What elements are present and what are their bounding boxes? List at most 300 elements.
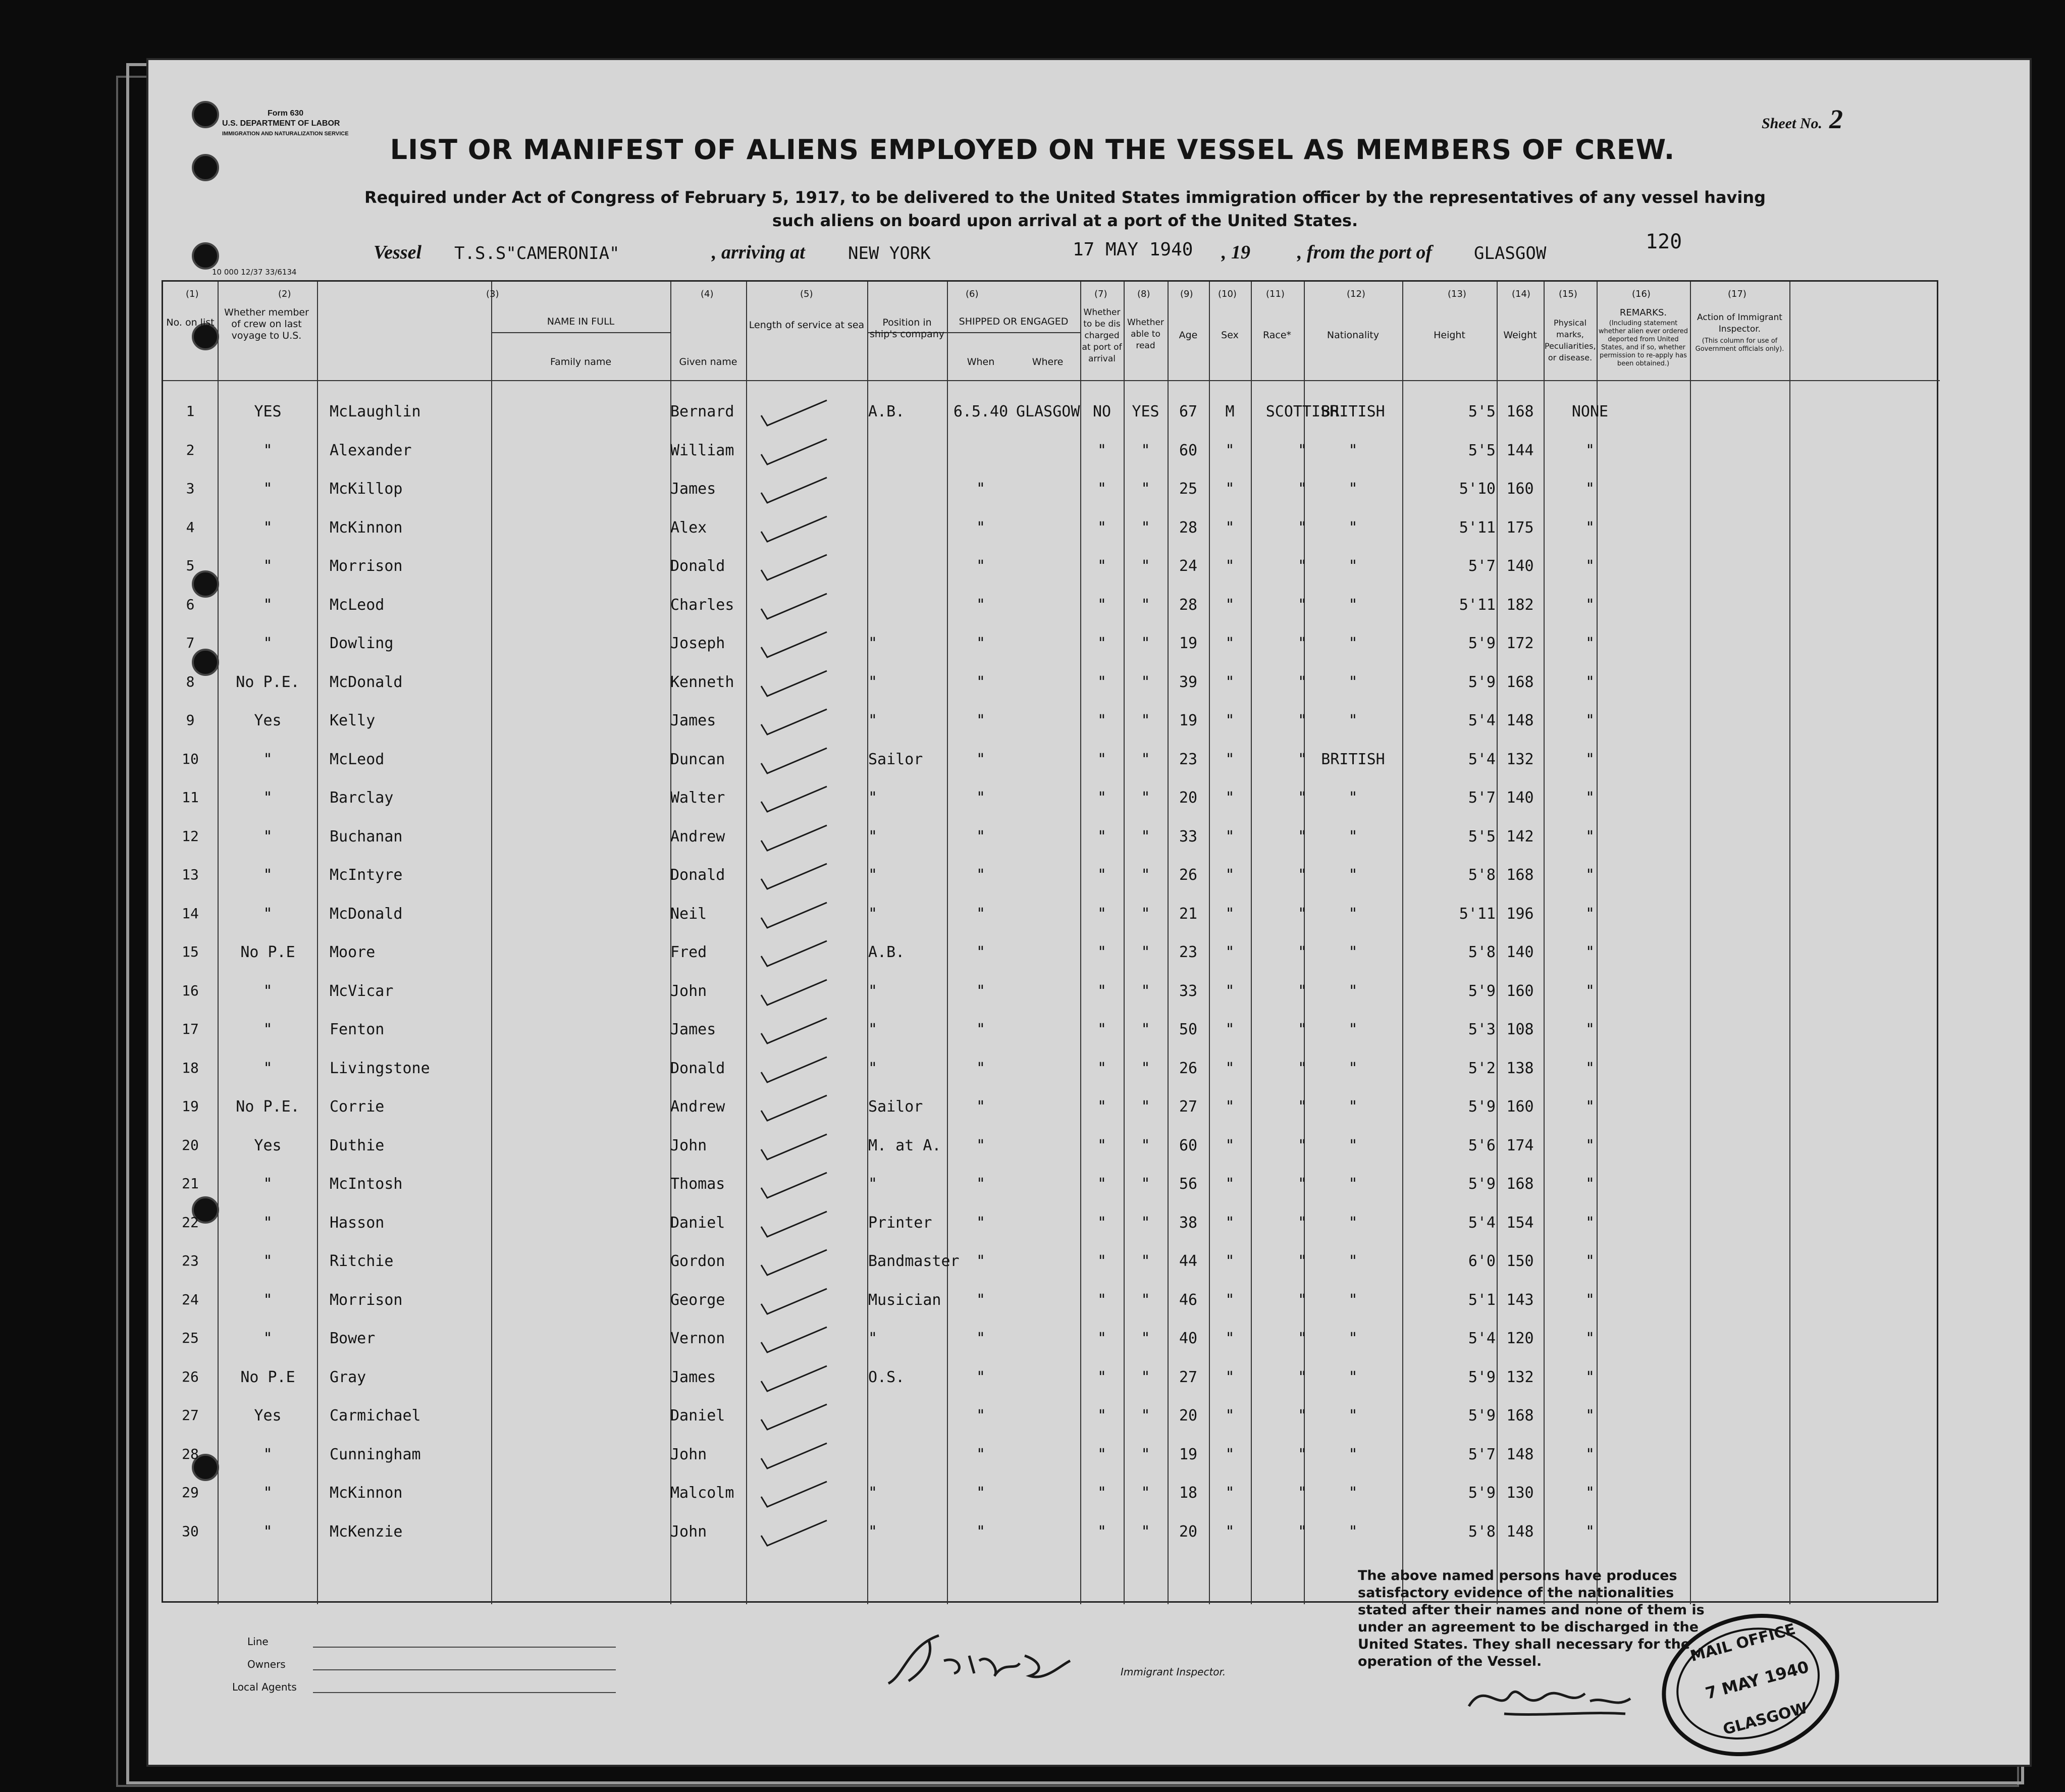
cell-shipped-when: ": [976, 1175, 986, 1193]
cell-member-status: No P.E.: [236, 673, 300, 691]
cell-member-status: ": [263, 905, 273, 923]
cell-height: 5'5: [1468, 827, 1496, 846]
cell-shipped-when: ": [976, 1214, 986, 1232]
cell-given-name: Duncan: [670, 750, 725, 768]
cell-physical-marks: ": [1585, 441, 1595, 459]
header-member: Whether member of crew on last voyage to U.S.: [224, 307, 309, 341]
cell-member-status: ": [263, 1252, 273, 1270]
cell-member-status: Yes: [254, 1407, 282, 1425]
cell-shipped-when: ": [976, 712, 986, 729]
form-identifier: Form 630 U.S. DEPARTMENT OF LABOR IMMIGRATION AND NATURALIZATION SERVICE: [222, 109, 349, 137]
cell-given-name: Charles: [670, 596, 734, 614]
cell-race: ": [1297, 518, 1307, 537]
cell-nationality: ": [1348, 1522, 1358, 1541]
cell-race: ": [1297, 557, 1307, 575]
cell-sex: ": [1225, 750, 1235, 768]
cell-family-name: McKinnon: [330, 518, 403, 537]
table-row: [163, 403, 1937, 440]
header-race: Race*: [1262, 330, 1292, 341]
cell-nationality: ": [1348, 943, 1358, 961]
cell-row-number: 25: [182, 1330, 199, 1346]
cell-race: ": [1297, 866, 1307, 884]
cell-sex: ": [1225, 1407, 1235, 1425]
cell-age: 56: [1179, 1175, 1198, 1193]
cell-discharged: ": [1097, 1368, 1107, 1386]
header-height: Height: [1434, 330, 1465, 341]
cell-sex: ": [1225, 1175, 1235, 1193]
cell-race: ": [1297, 1407, 1307, 1425]
checkmark-icon: [756, 1016, 832, 1046]
cell-sex: ": [1225, 1291, 1235, 1309]
cell-discharged: ": [1097, 1522, 1107, 1541]
cell-shipped-when: ": [976, 1330, 986, 1347]
table-row: [163, 1291, 1937, 1329]
cell-height: 5'6: [1468, 1136, 1496, 1154]
cell-age: 25: [1179, 480, 1198, 498]
cell-shipped-when: ": [976, 635, 986, 652]
cell-age: 20: [1179, 1522, 1198, 1541]
cell-discharged: ": [1097, 557, 1107, 575]
cell-weight: 140: [1506, 557, 1534, 575]
cell-weight: 174: [1506, 1136, 1534, 1154]
cell-height: 5'9: [1468, 1098, 1496, 1116]
cell-position: Sailor: [868, 1098, 923, 1116]
cell-position: ": [868, 789, 878, 807]
cell-shipped-when: ": [976, 1522, 986, 1541]
cell-physical-marks: ": [1585, 1407, 1595, 1425]
cell-able-read: ": [1141, 1368, 1150, 1386]
cell-race: ": [1297, 1136, 1307, 1154]
cell-age: 40: [1179, 1330, 1198, 1347]
cell-given-name: Gordon: [670, 1252, 725, 1270]
cell-able-read: ": [1141, 943, 1150, 961]
cell-weight: 132: [1506, 750, 1534, 768]
cell-sex: ": [1225, 1021, 1235, 1038]
cell-height: 5'9: [1468, 1368, 1496, 1386]
cell-nationality: BRITISH: [1321, 403, 1385, 420]
cell-position: ": [868, 1522, 878, 1541]
cell-age: 18: [1179, 1484, 1198, 1502]
cell-family-name: Alexander: [330, 441, 412, 459]
checkmark-icon: [756, 1325, 832, 1355]
checkmark-icon: [756, 1479, 832, 1509]
cell-position: ": [868, 1330, 878, 1347]
cell-member-status: ": [263, 982, 273, 1000]
cell-shipped-when: ": [976, 905, 986, 923]
cell-physical-marks: ": [1585, 1021, 1595, 1038]
cell-row-number: 30: [182, 1522, 199, 1540]
cell-nationality: ": [1348, 827, 1358, 846]
cell-shipped-when: ": [976, 1098, 986, 1116]
cell-race: ": [1297, 982, 1307, 1000]
cell-family-name: McKillop: [330, 480, 403, 498]
cell-physical-marks: ": [1585, 827, 1595, 846]
cell-given-name: Daniel: [670, 1214, 725, 1232]
cell-able-read: ": [1141, 982, 1150, 1000]
cell-row-number: 6: [186, 596, 195, 613]
cell-given-name: William: [670, 441, 734, 459]
cell-nationality: ": [1348, 1175, 1358, 1193]
checkmark-icon: [756, 823, 832, 853]
cell-able-read: ": [1141, 1021, 1150, 1038]
cell-height: 5'11: [1459, 905, 1496, 923]
cell-row-number: 9: [186, 712, 195, 728]
cell-shipped-when: ": [976, 480, 986, 498]
sheet-number: Sheet No. 2: [1762, 104, 1843, 134]
cell-shipped-when: ": [976, 1445, 986, 1463]
cell-given-name: James: [670, 480, 716, 498]
cell-position: ": [868, 1059, 878, 1077]
cell-height: 5'5: [1468, 441, 1496, 459]
cell-shipped-when: ": [976, 1407, 986, 1425]
cell-discharged: ": [1097, 1291, 1107, 1309]
checkmark-icon: [756, 1363, 832, 1394]
cell-age: 60: [1179, 1136, 1198, 1154]
cell-shipped-when: ": [976, 866, 986, 884]
cell-sex: M: [1225, 403, 1235, 420]
cell-shipped-where: GLASGOW: [1016, 403, 1080, 420]
cell-member-status: ": [263, 518, 273, 537]
cell-able-read: ": [1141, 827, 1150, 846]
cell-family-name: Carmichael: [330, 1407, 421, 1425]
checkmark-icon: [756, 591, 832, 621]
cell-race: SCOTTISH: [1265, 403, 1339, 420]
table-row: [163, 789, 1937, 826]
cell-able-read: ": [1141, 789, 1150, 807]
cell-weight: 168: [1506, 673, 1534, 691]
cell-discharged: ": [1097, 480, 1107, 498]
cell-height: 5'5: [1468, 403, 1496, 420]
cell-given-name: Vernon: [670, 1330, 725, 1347]
cell-family-name: Gray: [330, 1368, 366, 1386]
table-row: [163, 1484, 1937, 1521]
cell-member-status: No P.E: [240, 943, 295, 961]
cell-age: 33: [1179, 827, 1198, 846]
cell-physical-marks: ": [1585, 1522, 1595, 1541]
cell-discharged: ": [1097, 1407, 1107, 1425]
cell-race: ": [1297, 1252, 1307, 1270]
cell-weight: 168: [1506, 1407, 1534, 1425]
cell-shipped-when: ": [976, 943, 986, 961]
checkmark-icon: [756, 475, 832, 505]
cell-member-status: ": [263, 557, 273, 575]
cell-age: 21: [1179, 905, 1198, 923]
cell-discharged: ": [1097, 596, 1107, 614]
table-row: [163, 1407, 1937, 1444]
cell-weight: 142: [1506, 827, 1534, 846]
cell-row-number: 20: [182, 1136, 199, 1153]
cell-weight: 160: [1506, 480, 1534, 498]
cell-discharged: NO: [1092, 403, 1111, 420]
cell-age: 26: [1179, 866, 1198, 884]
cell-able-read: ": [1141, 1330, 1150, 1347]
cell-sex: ": [1225, 943, 1235, 961]
cell-member-status: Yes: [254, 1136, 282, 1154]
cell-height: 5'1: [1468, 1291, 1496, 1309]
cell-height: 5'8: [1468, 866, 1496, 884]
checkmark-icon: [756, 1247, 832, 1278]
checkmark-icon: [756, 1132, 832, 1162]
table-row: [163, 1330, 1937, 1367]
cell-member-status: No P.E: [240, 1368, 295, 1386]
cell-shipped-when: ": [976, 557, 986, 575]
cell-row-number: 24: [182, 1291, 199, 1308]
cell-row-number: 14: [182, 905, 199, 922]
cell-given-name: Alex: [670, 518, 707, 537]
cell-row-number: 15: [182, 943, 199, 960]
cell-family-name: McKenzie: [330, 1522, 403, 1541]
cell-row-number: 7: [186, 635, 195, 651]
cell-weight: 132: [1506, 1368, 1534, 1386]
table-row: [163, 1060, 1937, 1097]
cell-discharged: ": [1097, 712, 1107, 729]
cell-able-read: ": [1141, 596, 1150, 614]
cell-discharged: ": [1097, 1059, 1107, 1077]
cell-position: ": [868, 905, 878, 923]
cell-age: 46: [1179, 1291, 1198, 1309]
checkmark-icon: [756, 1441, 832, 1471]
cell-age: 33: [1179, 982, 1198, 1000]
table-row: [163, 828, 1937, 865]
cell-physical-marks: NONE: [1571, 403, 1609, 420]
cell-discharged: ": [1097, 866, 1107, 884]
cell-age: 28: [1179, 518, 1198, 537]
cell-sex: ": [1225, 1136, 1235, 1154]
cell-sex: ": [1225, 480, 1235, 498]
cell-nationality: ": [1348, 1407, 1358, 1425]
cell-family-name: McLaughlin: [330, 403, 421, 420]
checkmark-icon: [756, 784, 832, 814]
cell-given-name: Andrew: [670, 1098, 725, 1116]
cell-age: 20: [1179, 1407, 1198, 1425]
cell-sex: ": [1225, 712, 1235, 729]
cell-discharged: ": [1097, 635, 1107, 652]
cell-position: ": [868, 635, 878, 652]
cell-family-name: Moore: [330, 943, 376, 961]
cell-discharged: ": [1097, 905, 1107, 923]
cell-age: 39: [1179, 673, 1198, 691]
cell-race: ": [1297, 596, 1307, 614]
cell-row-number: 28: [182, 1445, 199, 1462]
header-weight: Weight: [1503, 330, 1537, 341]
cell-height: 5'9: [1468, 1407, 1496, 1425]
cell-shipped-when: ": [976, 518, 986, 537]
header-family-name: Family name: [550, 356, 612, 367]
checkmark-icon: [756, 900, 832, 930]
cell-row-number: 10: [182, 750, 199, 767]
cell-height: 5'9: [1468, 1175, 1496, 1193]
arrival-date: 17 MAY 1940: [1073, 239, 1193, 260]
cell-able-read: ": [1141, 1252, 1150, 1270]
cell-physical-marks: ": [1585, 518, 1595, 537]
cell-discharged: ": [1097, 1484, 1107, 1502]
table-row: [163, 480, 1937, 517]
cell-race: ": [1297, 673, 1307, 691]
cell-race: ": [1297, 712, 1307, 729]
cell-able-read: ": [1141, 1059, 1150, 1077]
cell-sex: ": [1225, 866, 1235, 884]
cell-shipped-when: ": [976, 596, 986, 614]
cell-able-read: YES: [1132, 403, 1159, 420]
cell-discharged: ": [1097, 943, 1107, 961]
cell-given-name: Joseph: [670, 635, 725, 652]
table-row: [163, 1368, 1937, 1406]
cell-family-name: McDonald: [330, 905, 403, 923]
cell-weight: 140: [1506, 943, 1534, 961]
cell-race: ": [1297, 1368, 1307, 1386]
cell-family-name: Fenton: [330, 1021, 385, 1038]
cell-age: 60: [1179, 441, 1198, 459]
cell-physical-marks: ": [1585, 635, 1595, 652]
header-discharged: Whether to be dis charged at port of arrival: [1082, 307, 1122, 364]
checkmark-icon: [756, 861, 832, 891]
cell-weight: 175: [1506, 518, 1534, 537]
page-title: LIST OR MANIFEST OF ALIENS EMPLOYED ON THE VESSEL AS MEMBERS OF CREW.: [390, 134, 1675, 166]
cell-row-number: 18: [182, 1059, 199, 1076]
cell-row-number: 3: [186, 480, 195, 497]
cell-member-status: ": [263, 866, 273, 884]
header-nationality: Nationality: [1327, 330, 1380, 341]
cell-discharged: ": [1097, 1252, 1107, 1270]
table-row: [163, 712, 1937, 749]
cell-discharged: ": [1097, 1214, 1107, 1232]
header-action-note: (This column for use of Government officials only).: [1695, 337, 1784, 353]
cell-family-name: McLeod: [330, 750, 385, 768]
cell-sex: ": [1225, 596, 1235, 614]
cell-nationality: ": [1348, 596, 1358, 614]
cell-physical-marks: ": [1585, 1484, 1595, 1502]
cell-able-read: ": [1141, 1214, 1150, 1232]
binder-hole: [192, 242, 219, 270]
checkmark-icon: [756, 668, 832, 699]
cell-height: 5'8: [1468, 1522, 1496, 1541]
cell-race: ": [1297, 750, 1307, 768]
cell-sex: ": [1225, 1484, 1235, 1502]
cell-position: Musician: [868, 1291, 941, 1309]
cell-nationality: ": [1348, 673, 1358, 691]
cell-discharged: ": [1097, 673, 1107, 691]
cell-nationality: ": [1348, 1059, 1358, 1077]
cell-weight: 196: [1506, 905, 1534, 923]
table-row: [163, 557, 1937, 595]
header-name-in-full: NAME IN FULL: [547, 316, 615, 327]
cell-position: ": [868, 673, 878, 691]
cell-position: A.B.: [868, 943, 905, 961]
cell-able-read: ": [1141, 1098, 1150, 1116]
cell-weight: 143: [1506, 1291, 1534, 1309]
cell-member-status: ": [263, 1021, 273, 1038]
cell-age: 24: [1179, 557, 1198, 575]
office-stamp: MAIL OFFICE 7 MAY 1940 GLASGOW: [1646, 1595, 1855, 1776]
cell-member-status: ": [263, 827, 273, 846]
cell-height: 5'11: [1459, 596, 1496, 614]
cell-weight: 160: [1506, 1098, 1534, 1116]
cell-family-name: Duthie: [330, 1136, 385, 1154]
cell-nationality: ": [1348, 866, 1358, 884]
cell-age: 20: [1179, 789, 1198, 807]
cell-sex: ": [1225, 1368, 1235, 1386]
cell-nationality: ": [1348, 480, 1358, 498]
cell-discharged: ": [1097, 982, 1107, 1000]
cell-physical-marks: ": [1585, 866, 1595, 884]
binder-hole: [192, 101, 219, 128]
table-row: [163, 866, 1937, 904]
cell-nationality: ": [1348, 789, 1358, 807]
cell-position: ": [868, 866, 878, 884]
cell-given-name: Donald: [670, 866, 725, 884]
cell-family-name: McLeod: [330, 596, 385, 614]
cell-position: Bandmaster: [868, 1252, 960, 1270]
agent-signature: [1464, 1666, 1666, 1721]
checkmark-icon: [756, 1055, 832, 1085]
cell-age: 19: [1179, 1445, 1198, 1463]
cell-discharged: ": [1097, 1330, 1107, 1347]
cell-weight: 130: [1506, 1484, 1534, 1502]
cell-shipped-when: 6.5.40: [953, 403, 1009, 420]
cell-row-number: 11: [182, 789, 199, 806]
cell-height: 5'4: [1468, 750, 1496, 768]
cell-sex: ": [1225, 441, 1235, 459]
cell-physical-marks: ": [1585, 712, 1595, 729]
departure-port: GLASGOW: [1474, 243, 1547, 263]
cell-member-status: ": [263, 1330, 273, 1347]
checkmark-icon: [756, 1170, 832, 1200]
table-row: [163, 1446, 1937, 1483]
cell-age: 50: [1179, 1021, 1198, 1038]
cell-physical-marks: ": [1585, 1252, 1595, 1270]
cell-height: 5'7: [1468, 1445, 1496, 1463]
cell-sex: ": [1225, 1059, 1235, 1077]
cell-race: ": [1297, 943, 1307, 961]
cell-shipped-when: ": [976, 982, 986, 1000]
cell-able-read: ": [1141, 1522, 1150, 1541]
cell-sex: ": [1225, 1330, 1235, 1347]
crew-table: (1) (2) (3) (4) (5) (6) (7) (8) (9) (10) (11) (12) (13) (14) (15) (16) (17) No. on list Whether member of crew on last voyage to U.S. NAME IN FULL Family name Given name Length of service at sea Position in ship's company SHIPPED OR ENGAGED When Where Whether to be dis charged at port of arrival Whether able to read Age Sex Race* Nationality Height Weight Physical marks, Peculiarities, or disease. REMARKS. (Including statement whether alien ever ordered deported from United States, and if so, whether permission to re-apply has been obtained.) Action of Immigrant Inspector. (This column for use of Government officials only). 1 YES McLaughlin Bernard A.B. 6.5.40 GLASGOW NO YES 67 M SCOTTISH BRITISH 5'5 168 NONE 2 " Alexander William " " 60 " " " 5'5 144 " 3 " McKillop James " " " 25 " " " 5'10 160 " 4 " McKinnon Alex " " " 28 " " " 5'11 175 " 5 " Morrison Donald " " " 24 " " " 5'7 140 " 6 " McLeod Charles " " " 28 " " " 5'11 182 " 7 " Dowling Joseph " " " " 19 " " " 5'9 172 " 8 No P.E. McDonald Kenneth " " " " 39 " " " 5'9 168 " 9 Yes Kelly James " " " " 19 " " " 5'4 148 " 10 " McLeod Duncan Sailor " " " 23 " " BRITISH 5'4 132 " 11 " Barclay Walter " " " " 20 " " " 5'7 140 " 12 " Buchanan Andrew " " " " 33 " " " 5'5 142 " 13 " McIntyre Donald " " " " 26 " " " 5'8 168 " 14 " McDonald Neil " " " " 21 " " " 5'11 196 " 15 No P.E Moore Fred A.B. " " " 23 " " " 5'8 140 " 16 " McVicar John " " " " 33 " " " 5'9 160 " 17 " Fenton James " " " " 50 " " " 5'3 108 " 18 " Livingstone Donald " " " " 26 " " " 5'2 138 " 19 No P.E. Corrie Andrew Sailor " " " 27 " " " 5'9 160 " 20 Yes Duthie John M. at A. " " " 60 " " " 5'6 174 " 21 " McIntosh Thomas " " " " 56 " " " 5'9 168 " 22 " Hasson Daniel Printer " " " 38 " " " 5'4 154 " 23 " Ritchie Gordon Bandmaster " " " 44 " " " 6'0 150 " 24 " Morrison George Musician " " " 46 " " " 5'1 143 " 25 " Bower Vernon " " " " 40 " " " 5'4 120 " 26 No P.E Gray James O.S. " " " 27 " " " 5'9 132 " 27 Yes Carmichael Daniel " " " 20 " " " 5'9 168 " 28 " Cunningham John " " " 19 " " " 5'7 148 " 29 " McKinnon Malcolm " " " " 18 " " " 5'9 130 " 30 " McKenzie John " " " " 20 " " " 5'8 148 ": [162, 280, 1938, 1603]
checkmark-icon: [756, 514, 832, 544]
header-remarks-note: (Including statement whether alien ever ordered deported from United States, and if so, whether permission to re-apply has been obtained.): [1598, 320, 1688, 367]
cell-height: 5'7: [1468, 789, 1496, 807]
cell-given-name: Donald: [670, 557, 725, 575]
checkmark-icon: [756, 398, 832, 428]
cell-able-read: ": [1141, 1445, 1150, 1463]
cell-family-name: McKinnon: [330, 1484, 403, 1502]
cell-able-read: ": [1141, 518, 1150, 537]
cell-age: 23: [1179, 750, 1198, 768]
cell-weight: 168: [1506, 866, 1534, 884]
cell-height: 5'9: [1468, 982, 1496, 1000]
header-where: Where: [1032, 356, 1064, 367]
cell-position: ": [868, 982, 878, 1000]
cell-given-name: James: [670, 1368, 716, 1386]
cell-able-read: ": [1141, 866, 1150, 884]
cell-row-number: 19: [182, 1098, 199, 1115]
cell-member-status: ": [263, 1484, 273, 1502]
cell-nationality: BRITISH: [1321, 750, 1385, 768]
cell-able-read: ": [1141, 712, 1150, 729]
cell-member-status: ": [263, 635, 273, 652]
cell-shipped-when: ": [976, 673, 986, 691]
print-code: 10 000 12/37 33/6134: [212, 268, 297, 277]
table-row: [163, 1021, 1937, 1058]
cell-family-name: Barclay: [330, 789, 394, 807]
header-age: Age: [1179, 330, 1198, 341]
cell-discharged: ": [1097, 518, 1107, 537]
cell-physical-marks: ": [1585, 480, 1595, 498]
cell-row-number: 22: [182, 1214, 199, 1231]
cell-physical-marks: ": [1585, 750, 1595, 768]
cell-weight: 172: [1506, 635, 1534, 652]
table-row: [163, 596, 1937, 634]
